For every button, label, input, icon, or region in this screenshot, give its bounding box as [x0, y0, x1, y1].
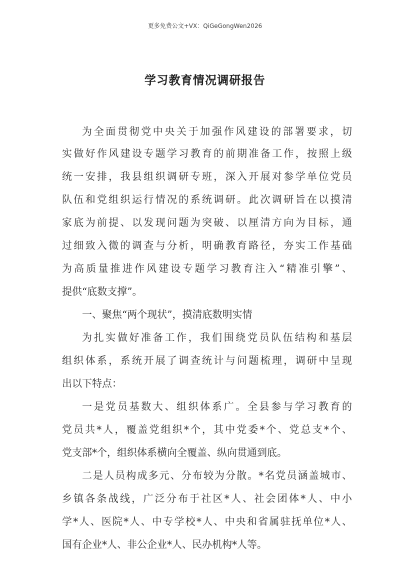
- paragraph-line: 组织体系，系统开展了调查统计与问题梳理，调研中呈现: [62, 356, 352, 367]
- section-heading: 一、聚焦“两个现状”，摸清底数明实情: [82, 310, 253, 321]
- paragraph-line: 为扎实做好准备工作，我们围绕党员队伍结构和基层: [82, 333, 352, 344]
- document-title: 学习教育情况调研报告: [144, 73, 266, 87]
- paragraph-line: 过细致入微的调查与分析，明确教育路径，夯实工作基础: [62, 241, 352, 252]
- paragraph-line: 学*人、医院*人、中专学校*人、中央和省属驻抚单位*人、: [62, 517, 352, 528]
- paragraph-line: 提供“底数支撑”。: [62, 287, 143, 298]
- paragraph-line: 国有企业*人、非公企业*人、民办机构*人等。: [62, 540, 267, 551]
- paragraph-line: 为全面贯彻党中央关于加强作风建设的部署要求，切: [82, 127, 352, 138]
- paragraph-line: 为高质量推进作风建设专题学习教育注入“精准引擎”、: [62, 264, 352, 275]
- paragraph-line: 家底为前提、以发现问题为突破、以厘清方向为目标，通: [62, 218, 352, 229]
- paragraph-line: 二是人员构成多元、分布较为分散。*名党员涵盖城市、: [82, 471, 352, 482]
- paragraph-line: 实做好作风建设专题学习教育的前期准备工作，按照上级: [62, 149, 352, 160]
- paragraph-line: 出以下特点：: [62, 379, 122, 390]
- paragraph-line: 乡镇各条战线，广泛分布于社区*人、社会团体*人、中小: [62, 494, 352, 505]
- paragraph-line: 统一安排，我县组织调研专班，深入开展对参学单位党员: [62, 172, 352, 183]
- paragraph-line: 党员共*人，覆盖党组织*个，其中党委*个、党总支*个、: [62, 425, 352, 436]
- paragraph-line: 队伍和党组织运行情况的系统调研。此次调研旨在以摸清: [62, 195, 352, 206]
- paragraph-line: 党支部*个，组织体系横向全覆盖、纵向贯通到底。: [62, 448, 287, 459]
- paragraph-line: 一是党员基数大、组织体系广。全县参与学习教育的: [82, 402, 352, 413]
- header-note: 更多免费公文+VX：QiGeGongWen2026: [147, 23, 263, 30]
